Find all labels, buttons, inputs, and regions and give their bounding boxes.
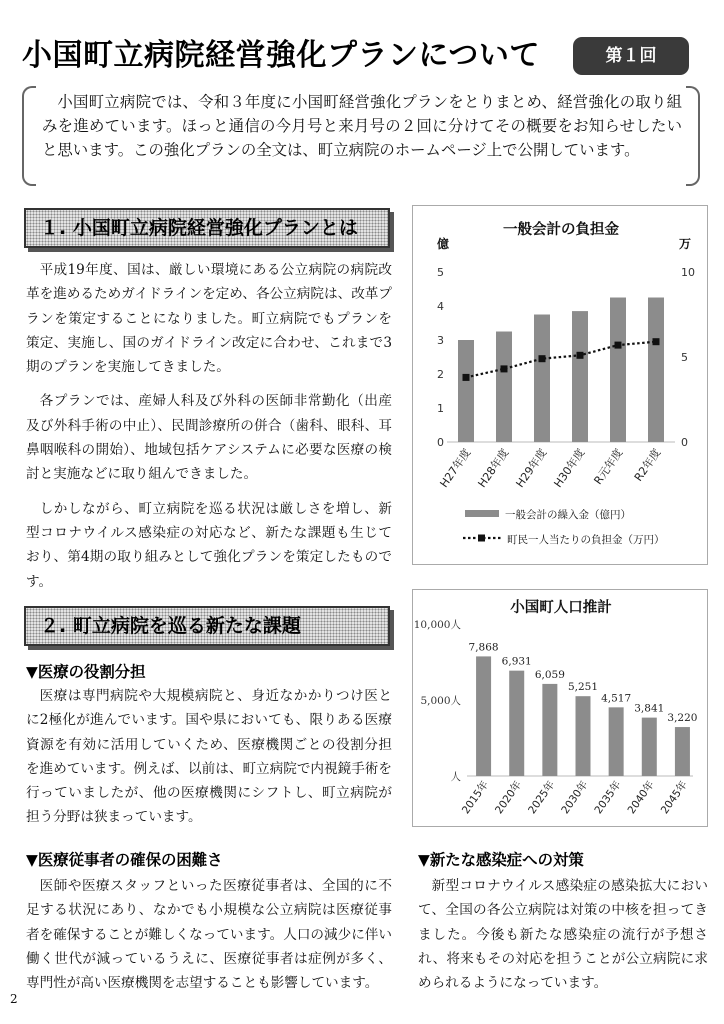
sub-text-role [26,684,392,830]
population-bar [542,684,557,776]
legend-bar-entry [465,508,631,521]
legend-line-marker [478,535,485,542]
section1-paragraph: しかしながら、町立病院を巡る状況は厳しさを増し、新型コロナウイルス感染症の対応など、新たな課題も生じており、第4期の取り組みとして強化プランを策定したものです。 [26,500,392,590]
y-tick-left: 0 [437,436,444,449]
legend-line-entry [463,533,665,546]
per-capita-point [577,352,584,359]
subsidy-bar [458,340,474,442]
x-tick-label: 2035年 [592,778,624,817]
x-tick-label: R元年度 [591,446,626,488]
x-tick-label: R2年度 [631,446,664,484]
per-capita-point [501,365,508,372]
section2-heading: ２. 町立病院を巡る新たな課題 [24,606,390,646]
sub-heading-staff: ▼医療従事者の確保の困難さ [26,851,223,869]
intro-block [22,86,700,188]
per-capita-point [615,342,622,349]
section1-body [26,258,392,594]
y-tick-right: 5 [681,351,688,364]
x-tick-label: H27年度 [437,446,474,490]
y-tick-left: 2 [437,368,444,381]
y-tick-left: 4 [437,300,444,313]
population-bar [642,718,657,776]
data-label: 3,841 [634,702,665,715]
x-tick-label: 2015年 [459,778,492,817]
intro-bracket-right [686,86,700,186]
sub-text-infection [418,874,708,995]
y-tick-left: 3 [437,334,444,347]
population-chart [413,590,707,826]
chart-title: 小国町人口推計 [510,600,612,616]
y-tick-right: 0 [681,436,688,449]
population-chart-box [412,589,708,827]
data-label: 7,868 [468,641,499,654]
intro-bracket-left [22,86,36,186]
per-capita-line [466,342,656,378]
y-tick: 5,000人 [420,695,461,707]
subsidy-bar [572,311,588,442]
y-tick: 人 [450,771,461,783]
sub-text-staff [26,874,392,995]
paragraph: 医師や医療スタッフといった医療従事者は、全国的に不足する状況にあり、なかでも小規模な公立病院は医療従事者を確保することが難しくなっています。人口の減少に伴い働く世代が減っているうえに、医療従事者は症例が多く、専門性が高い医療機関を志望することも影響しています。 [26,878,392,992]
y-unit-left: 億 [437,237,450,251]
intro-text: 小国町立病院では、令和３年度に小国町経営強化プランをとりまとめ、経営強化の取り組みを進めています。ほっと通信の今月号と来月号の２回に分けてその概要をお知らせしたいと思います。この強化プランの全文は、町立病院のホームページ上で公開しています。 [42,93,682,159]
data-label: 3,220 [667,712,698,725]
legend-bar-label: 一般会計の繰入金（億円） [505,509,631,521]
y-tick-right: 10 [681,266,695,279]
subsidy-chart [413,206,707,564]
x-tick-label: 2030年 [559,778,591,817]
population-bar [476,656,491,776]
subsidy-bar [496,332,512,443]
legend-bar-swatch [465,510,499,517]
per-capita-point [653,338,660,345]
y-tick-left: 1 [437,402,444,415]
sub-heading-infection: ▼新たな感染症への対策 [418,851,584,869]
x-tick-label: 2025年 [526,778,558,817]
issue-badge: 第１回 [573,37,689,75]
chart-title: 一般会計の負担金 [503,222,619,238]
data-label: 6,059 [534,668,565,681]
y-unit-right: 万 [679,237,692,251]
x-tick-label: 2045年 [658,778,690,817]
per-capita-point [539,355,546,362]
sub-heading-role: ▼医療の役割分担 [26,663,146,681]
data-label: 5,251 [567,681,599,694]
x-tick-label: H29年度 [513,446,550,490]
population-bar [576,696,591,776]
section1-paragraph: 各プランでは、産婦人科及び外科の医師非常勤化（出産及び外科手術の中止）、民間診療所の併合（歯科、眼科、耳鼻咽喉科の開始）、地域包括ケアシステムに必要な医療の検討と実施などに取り組んできました。 [26,393,392,483]
section1-paragraph: 平成19年度、国は、厳しい環境にある公立病院の病院改革を進めるためガイドラインを定め、各公立病院は、改革プランを策定することになりました。町立病院でもプランを策定、実施し、国のガイドライン改定に合わせ、これまで3期のプランを実施してきました。 [26,262,392,376]
subsidy-bar [648,298,664,443]
legend-line-label: 町民一人当たりの負担金（万円） [507,534,665,546]
paragraph: 医療は専門病院や大規模病院と、身近なかかりつけ医とに2極化が進んでいます。国や県においても、限りある医療資源を有効に活用していくため、医療機関ごとの役割分担を進めています。例えば、以前は、町立病院で内視鏡手術を行っていましたが、他の医療機関にシフトし、町立病院が担う分野は狭まっています。 [26,688,392,826]
population-bar [675,727,690,776]
data-label: 6,931 [501,655,532,668]
x-tick-label: 2040年 [625,778,657,817]
subsidy-bar [534,315,550,443]
page-title: 小国町立病院経営強化プランについて [22,38,540,73]
population-bar [609,707,624,776]
paragraph: 新型コロナウイルス感染症の感染拡大において、全国の各公立病院は対策の中核を担ってきました。今後も新たな感染症の流行が予想され、将来もその対応を担うことが公立病院に求められるようになっています。 [418,878,708,992]
data-label: 4,517 [601,692,632,705]
section1-heading: １. 小国町立病院経営強化プランとは [24,208,390,248]
population-bar [509,671,524,776]
y-tick: 10,000人 [413,619,461,631]
y-tick-left: 5 [437,266,444,279]
page-number: 2 [10,992,18,1006]
subsidy-bar [610,298,626,443]
x-tick-label: H30年度 [551,446,588,490]
x-tick-label: 2020年 [492,778,525,817]
x-tick-label: H28年度 [475,446,512,490]
subsidy-chart-box [412,205,708,565]
per-capita-point [463,374,470,381]
